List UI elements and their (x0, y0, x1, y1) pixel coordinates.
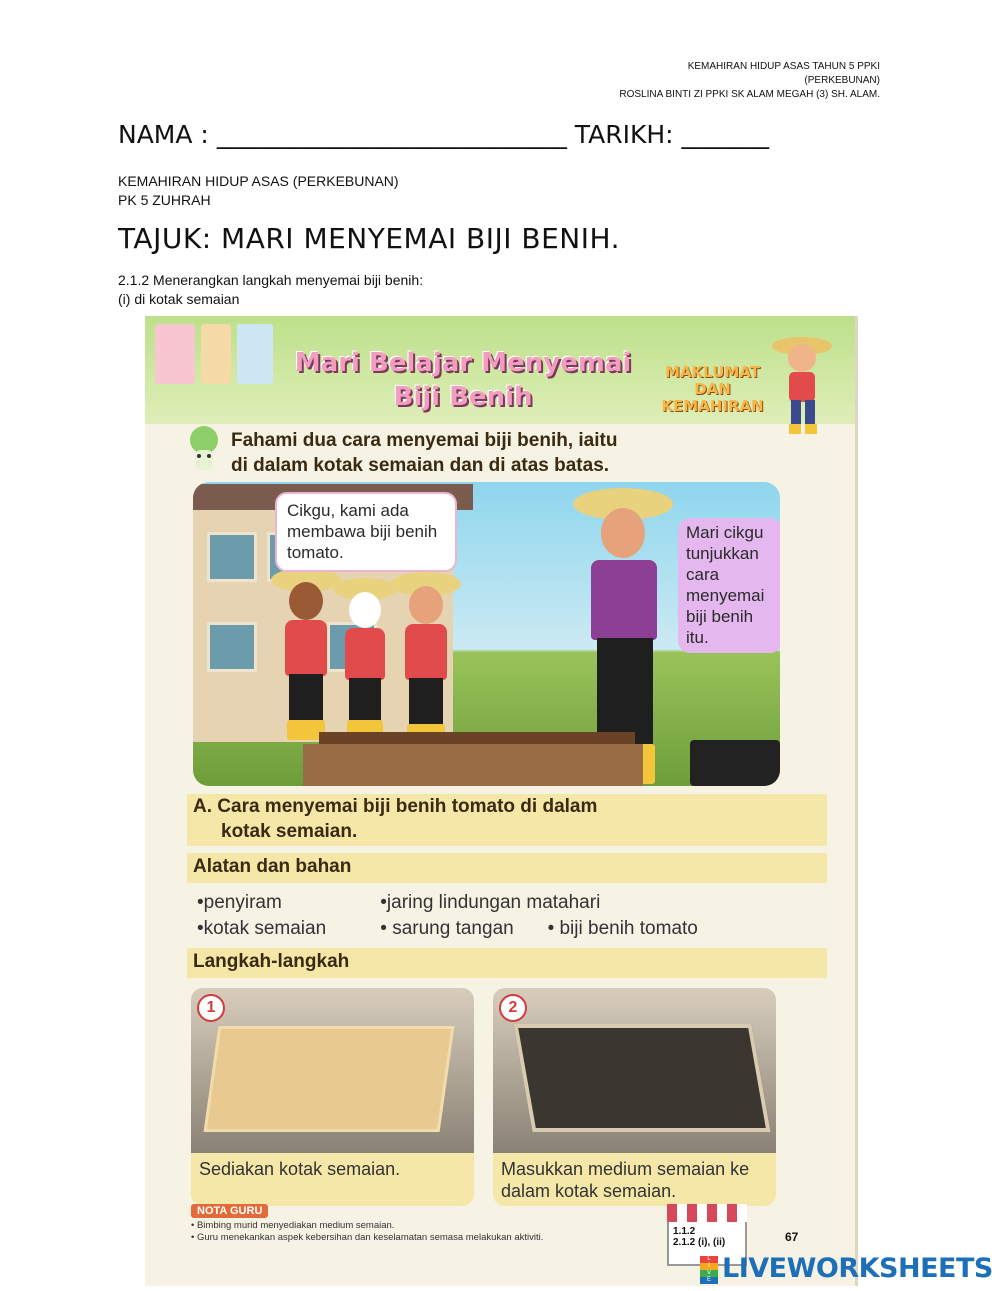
pants (409, 678, 443, 728)
header-line-3: ROSLINA BINTI ZI PPKI SK ALAM MEGAH (3) SH. ALAM. (619, 89, 880, 100)
nota-guru-label: NOTA GURU (191, 1204, 268, 1218)
seed-bed-box (303, 744, 643, 786)
window (207, 622, 257, 672)
house-illustration (237, 324, 273, 384)
badge-line-2: DAN (694, 380, 731, 398)
nama-label: NAMA : (118, 120, 209, 149)
nota-line-1: • Bimbing murid menyediakan medium semaian. (191, 1220, 395, 1231)
alatan-item: • sarung tangan (380, 918, 514, 939)
nota-line-2: • Guru menekankan aspek kebersihan dan keselamatan semasa melakukan aktiviti. (191, 1232, 544, 1243)
head (601, 508, 645, 558)
page-number: 67 (785, 1230, 799, 1244)
filled-seed-box (513, 1024, 770, 1132)
class-text: PK 5 ZUHRAH (118, 192, 211, 208)
header-line-2: (PERKEBUNAN) (804, 75, 880, 86)
plant-pots (690, 740, 780, 786)
head (409, 586, 443, 624)
liveworksheets-logo-icon: L I V E (700, 1256, 718, 1284)
house-illustration (155, 324, 195, 384)
alatan-item: •jaring lindungan matahari (380, 892, 601, 913)
section-a-line-1: A. Cara menyemai biji benih tomato di dalam (193, 796, 598, 817)
empty-seed-box (204, 1026, 455, 1132)
section-a-line-2: kotak semaian. (221, 821, 358, 842)
teacher-speech-bubble: Mari cikgu tunjukkan cara menyemai biji benih itu. (678, 518, 780, 653)
step-1-card (191, 988, 474, 1206)
badge-line-1: MAKLUMAT (665, 363, 760, 381)
maklumat-badge (650, 364, 775, 415)
alatan-list (197, 890, 698, 942)
alatan-heading: Alatan dan bahan (193, 856, 352, 877)
code-line-2: 2.1.2 (i), (ii) (673, 1237, 726, 1248)
house-illustration (201, 324, 231, 384)
nama-field[interactable]: ____________________________ (216, 120, 567, 149)
alatan-item: • biji benih tomato (547, 918, 698, 939)
farmer-boy-illustration (767, 324, 837, 444)
shirt (591, 560, 657, 640)
shirt (405, 624, 447, 680)
document-header (619, 60, 880, 102)
nota-guru-text (191, 1220, 543, 1244)
langkah-heading: Langkah-langkah (193, 951, 350, 972)
step-2-number: 2 (499, 994, 527, 1022)
alatan-item: •penyiram (197, 892, 282, 913)
banner-line-2: Biji Benih (393, 382, 533, 412)
pants (349, 678, 381, 724)
step-2-photo (493, 988, 776, 1153)
step-1-caption: Sediakan kotak semaian. (199, 1159, 401, 1179)
stall-awning (667, 1204, 747, 1222)
cabbage-mascot-icon (183, 424, 225, 478)
subject-text: KEMAHIRAN HIDUP ASAS (PERKEBUNAN) (118, 173, 399, 189)
banner-title (273, 346, 653, 414)
banner-line-1: Mari Belajar Menyemai (294, 348, 632, 378)
header-line-1: KEMAHIRAN HIDUP ASAS TAHUN 5 PPKI (687, 61, 880, 72)
classroom-scene-illustration (193, 482, 780, 786)
shirt (285, 620, 327, 676)
liveworksheets-watermark: LIVEWORKSHEETS (722, 1253, 993, 1284)
step-2-caption: Masukkan medium semaian ke dalam kotak semaian. (501, 1159, 750, 1201)
standard-line-2: (i) di kotak semaian (118, 291, 240, 307)
code-line-1: 1.1.2 (673, 1226, 696, 1237)
learning-standard (118, 271, 423, 309)
window (207, 532, 257, 582)
tarikh-field[interactable]: _______ (681, 120, 770, 149)
intro-text (231, 428, 617, 478)
tarikh-label: TARIKH: (574, 120, 674, 149)
textbook-page (145, 316, 858, 1286)
alatan-item: •kotak semaian (197, 918, 327, 939)
name-date-row (118, 120, 769, 149)
intro-line-2: di dalam kotak semaian dan di atas batas. (231, 455, 610, 476)
shirt (345, 628, 385, 680)
step-1-photo (191, 988, 474, 1153)
head (289, 582, 323, 620)
badge-line-3: KEMAHIRAN (661, 397, 764, 415)
students-speech-bubble: Cikgu, kami ada membawa biji benih tomato. (275, 492, 457, 572)
head (349, 592, 381, 628)
step-2-card (493, 988, 776, 1206)
page-title: TAJUK: MARI MENYEMAI BIJI BENIH. (118, 222, 620, 255)
step-1-number: 1 (197, 994, 225, 1022)
section-a-heading (193, 794, 597, 844)
standard-line-1: 2.1.2 Menerangkan langkah menyemai biji benih: (118, 272, 424, 288)
subject-block (118, 172, 399, 210)
intro-line-1: Fahami dua cara menyemai biji benih, iaitu (231, 430, 618, 451)
pants (289, 674, 323, 724)
